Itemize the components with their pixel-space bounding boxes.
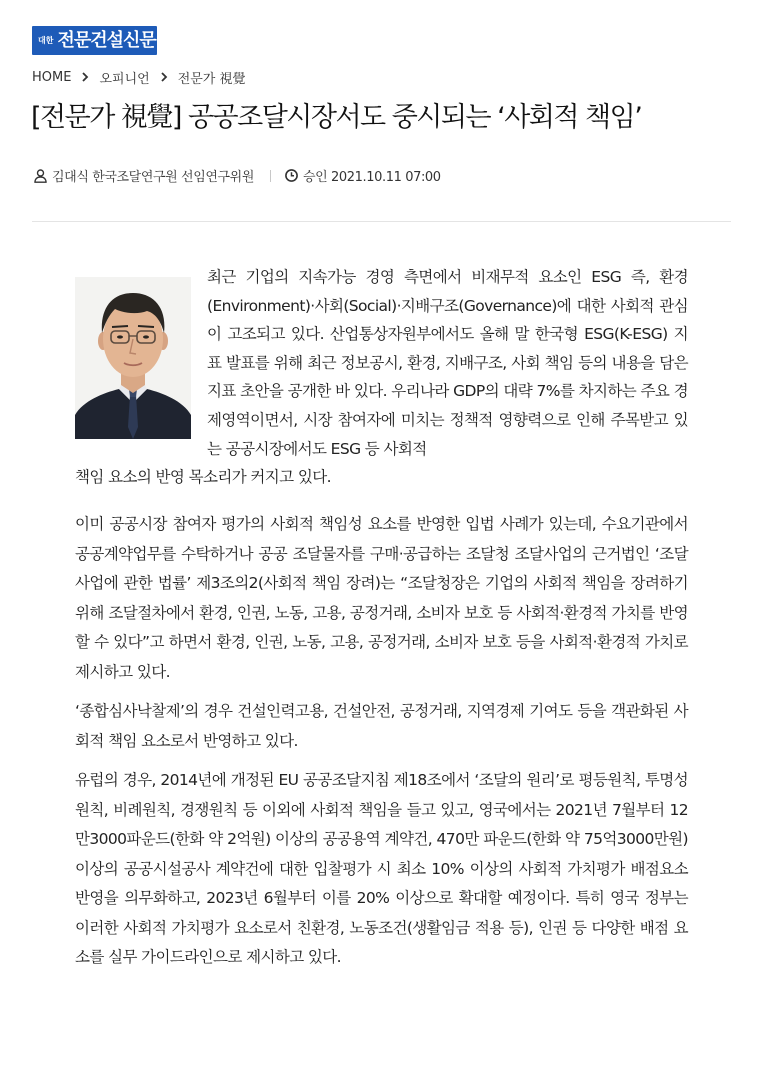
breadcrumb-opinion[interactable]: 오피니언 xyxy=(99,72,150,87)
user-icon xyxy=(34,169,47,183)
logo-main-text: 전문건설신문 xyxy=(57,29,156,51)
article-paragraph: 이미 공공시장 참여자 평가의 사회적 책임성 요소를 반영한 입법 사례가 있는데, 수요기관에서 공공계약업무를 수탁하거나 공공 조달물자를 구매·공급하는 조달청 조달사업의 근거법인 ‘조달사업에 관한 법률’ 제3조의2(사회적 책임 장려)는 “조달청장은 기업의 사회적 책임을 장려하기 위해 조달절차에서 환경, 인권, 노동, 고용, 공정거래, 소비자 보호 등 사회적·환경적 가치를 반영할 수 있다”고 하면서 환경, 인권, 노동, 고용, 공정거래, 소비자 보호 등을 사회적·환경적 가치로 제시하고 있다. xyxy=(75,515,688,681)
clock-icon xyxy=(285,169,298,182)
article-paragraph: 유럽의 경우, 2014년에 개정된 EU 공공조달지침 제18조에서 ‘조달의 원리’로 평등원칙, 투명성원칙, 비례원칙, 경쟁원칙 등 이외에 사회적 책임을 들고 있고, 영국에서는 2021년 7월부터 12만3000파운드(한화 약 2억원) 이상의 공공용역 계약건, 470만 파운드(한화 약 75억3000만원) 이상의 공공시설공사 계약건에 대한 입찰평가 시 최소 10% 이상의 사회적 가치평가 배점요소 반영을 의무화하고, 2023년 6월부터 이를 20% 이상으로 확대할 예정이다. 특히 영국 정부는 이러한 사회적 가치평가 요소로서 친환경, 노동조건(생활임금 적용 등), 인권 등 다양한 배점 요소를 실무 가이드라인으로 제시하고 있다. xyxy=(75,771,688,966)
author-photo xyxy=(75,277,191,439)
header-divider xyxy=(32,221,731,222)
chevron-right-icon xyxy=(160,71,168,85)
chevron-right-icon xyxy=(81,71,89,85)
logo-small-text: 대한 xyxy=(38,35,54,45)
meta-divider xyxy=(270,170,271,182)
breadcrumb xyxy=(32,68,246,87)
breadcrumb-home[interactable]: HOME xyxy=(32,70,72,85)
breadcrumb-expert-view[interactable]: 전문가 視覺 xyxy=(177,72,246,87)
article-published-date: 승인 2021.10.11 07:00 xyxy=(303,170,441,185)
article-meta xyxy=(34,166,441,185)
article-paragraph-intro: 최근 기업의 지속가능 경영 측면에서 비재무적 요소인 ESG 즉, 환경(Environment)·사회(Social)·지배구조(Governance)에 대한 사회적 관심이 고조되고 있다. 산업통상자원부에서도 올해 말 한국형 ESG(K-ESG) 지표 발표를 위해 최근 정보공시, 환경, 지배구조, 사회 책임 등의 내용을 담은 지표 초안을 공개한 바 있다. 우리나라 GDP의 대략 7%를 차지하는 주요 경제영역이면서, 시장 참여자에 미치는 정책적 영향력으로 인해 주목받고 있는 공공시장에서도 ESG 등 사회적 xyxy=(207,268,688,458)
article-paragraph-intro-continued: 책임 요소의 반영 목소리가 커지고 있다. xyxy=(75,468,331,486)
article-paragraph: ‘종합심사낙찰제’의 경우 건설인력고용, 건설안전, 공정거래, 지역경제 기여도 등을 객관화된 사회적 책임 요소로서 반영하고 있다. xyxy=(75,702,688,750)
article-author[interactable]: 김대식 한국조달연구원 선임연구위원 xyxy=(52,170,254,185)
site-logo[interactable] xyxy=(32,26,157,55)
article-title: [전문가 視覺] 공공조달시장서도 중시되는 ‘사회적 책임’ xyxy=(31,102,642,133)
